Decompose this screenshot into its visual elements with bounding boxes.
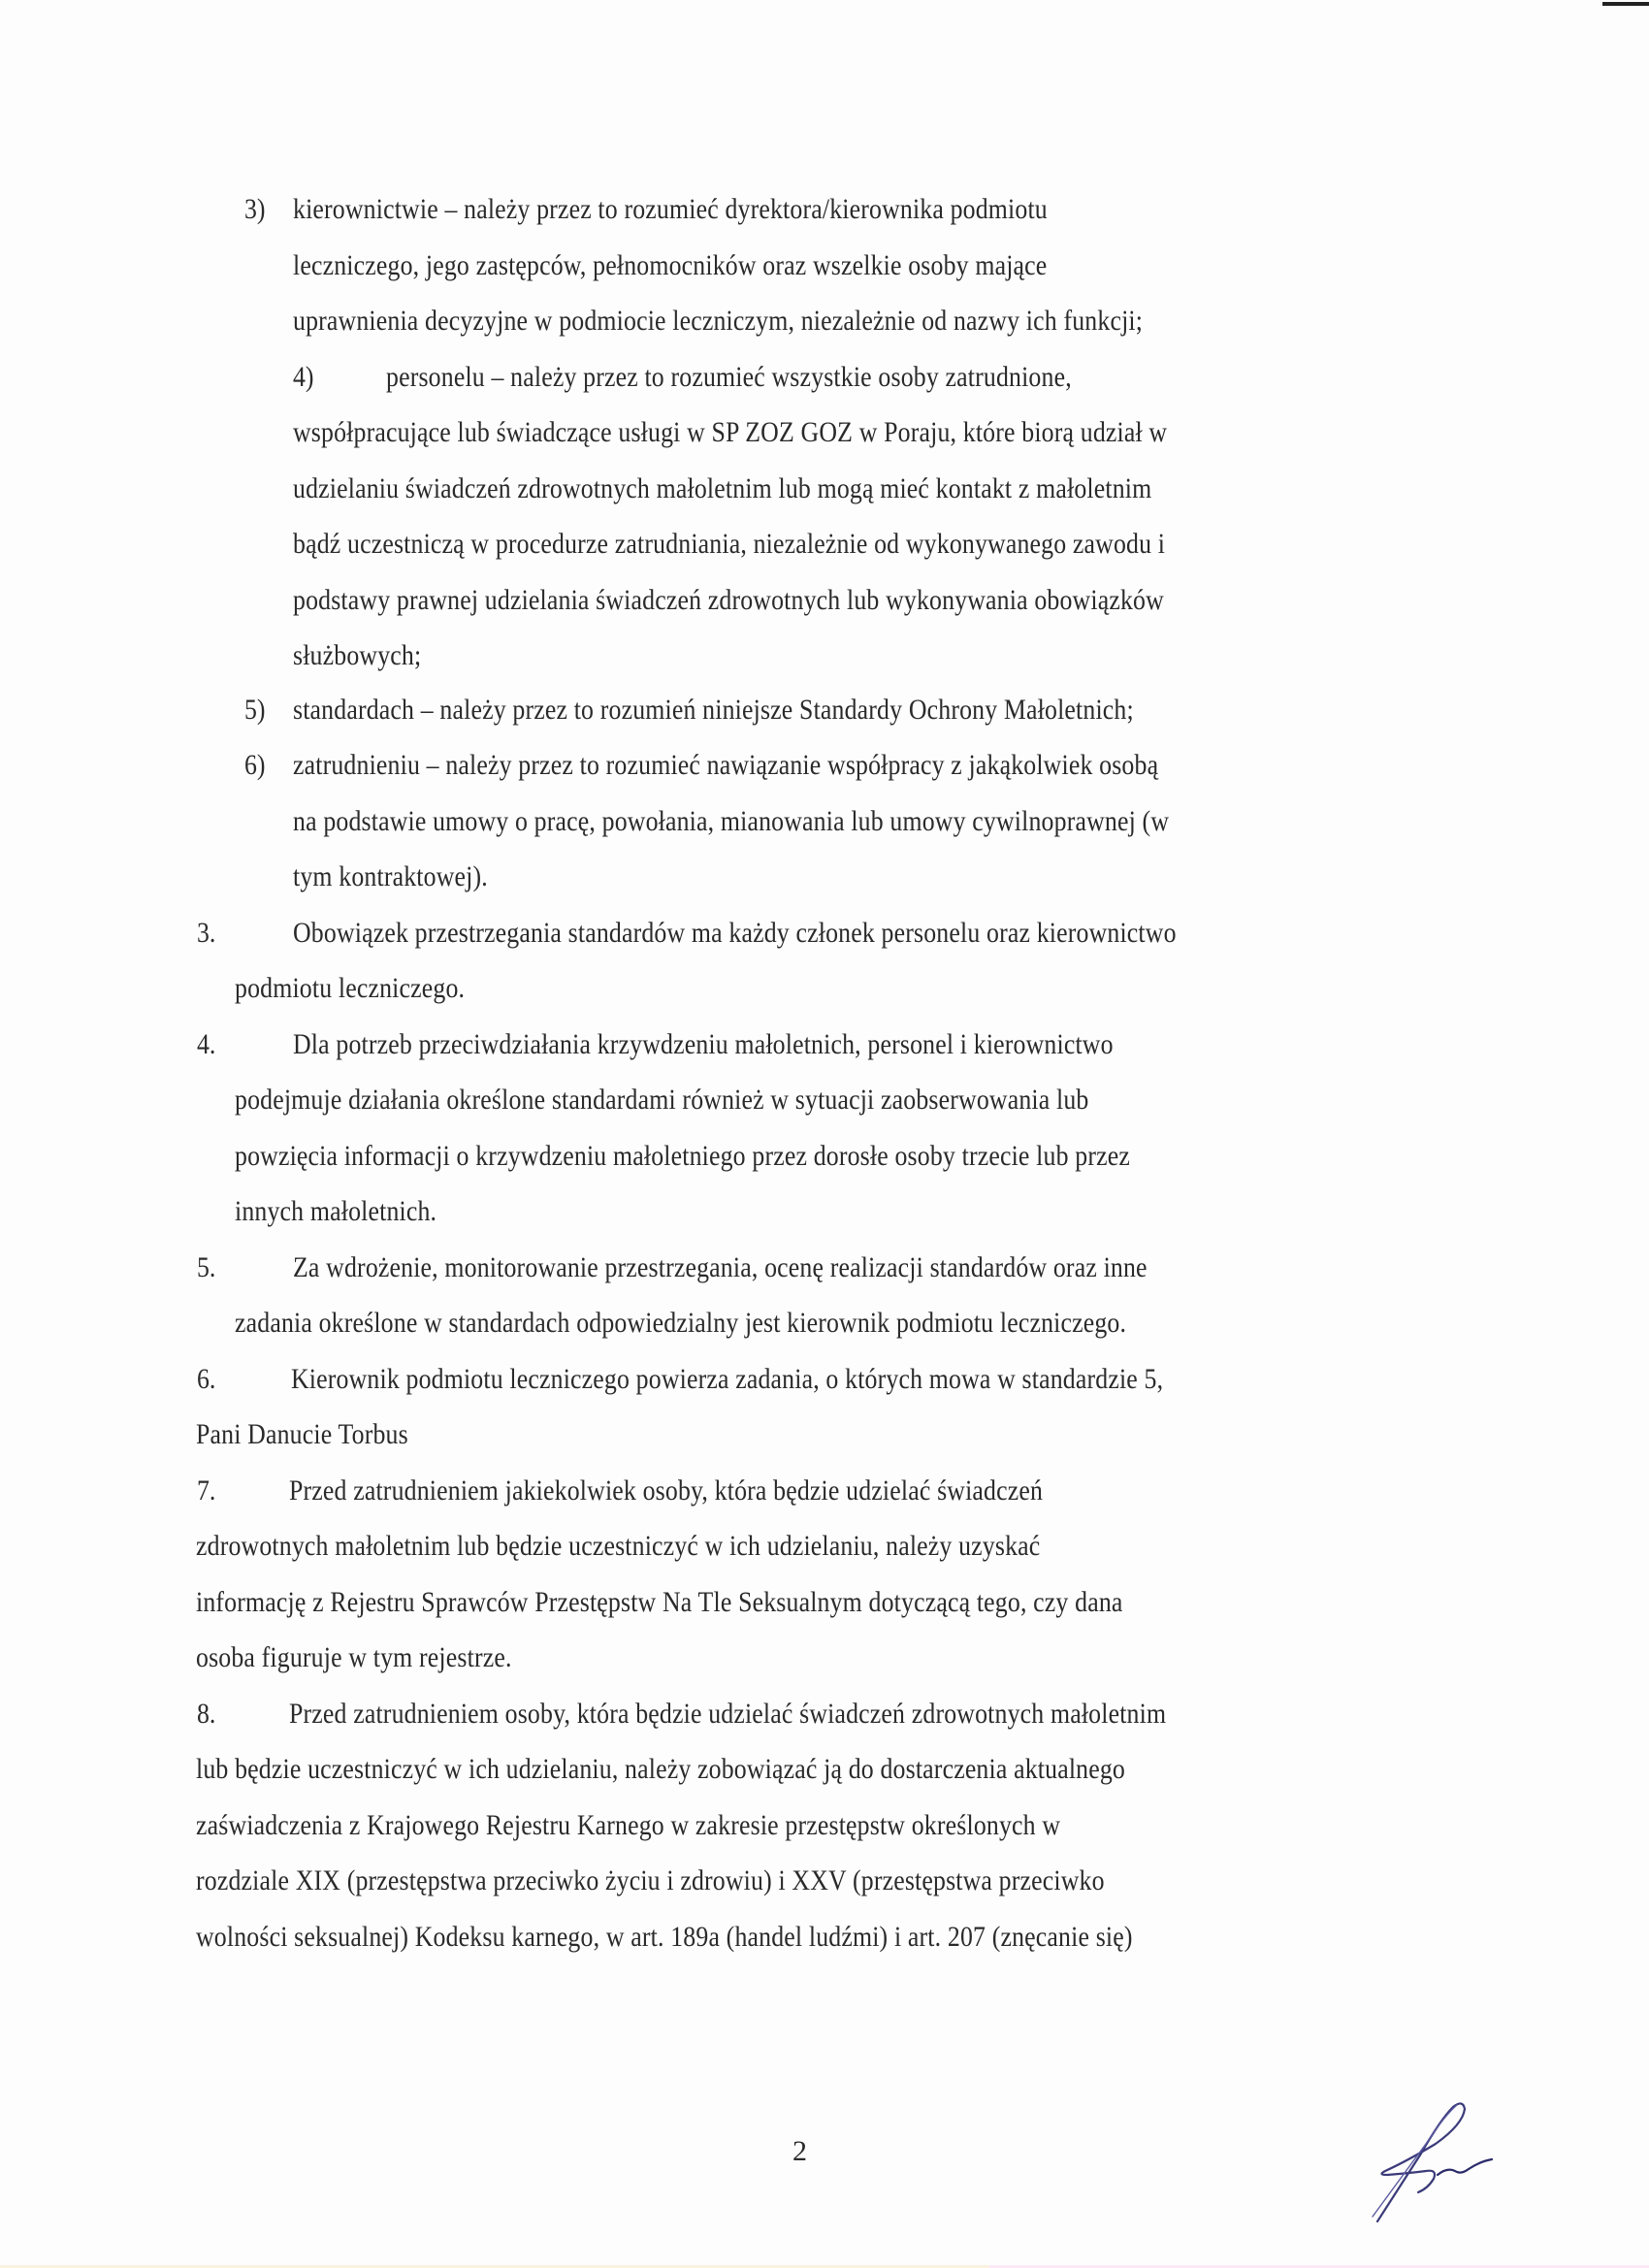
text-line: Przed zatrudnieniem jakiekolwiek osoby, która będzie udzielać świadczeń [289,1474,1044,1507]
text-line: Kierownik podmiotu leczniczego powierza zadania, o których mowa w standardzie 5, [291,1363,1164,1395]
item-label: 5) [244,694,266,726]
text-line: podstawy prawnej udzielania świadczeń zdrowotnych lub wykonywania obowiązków [293,584,1164,616]
text-line: Obowiązek przestrzegania standardów ma każdy członek personelu oraz kierownictwo [293,917,1177,949]
text-line: tym kontraktowej). [293,860,488,892]
text-line: zdrowotnych małoletnim lub będzie uczestniczyć w ich udzielaniu, należy uzyskać [196,1530,1041,1562]
text-line: kierownictwie – należy przez to rozumieć dyrektora/kierownika podmiotu [293,193,1048,225]
text-line: personelu – należy przez to rozumieć wszystkie osoby zatrudnione, [386,361,1072,393]
item-label: 4) [293,361,314,393]
item-label: 6. [197,1363,216,1395]
text-line: wolności seksualnej) Kodeksu karnego, w art. 189a (handel ludźmi) i art. 207 (znęcanie się) [196,1921,1133,1953]
item-label: 3) [244,193,266,225]
text-line: leczniczego, jego zastępców, pełnomocników oraz wszelkie osoby mające [293,249,1048,281]
text-line: uprawnienia decyzyjne w podmiocie leczniczym, niezależnie od nazwy ich funkcji; [293,305,1144,337]
text-line: rozdziale XIX (przestępstwa przeciwko życiu i zdrowiu) i XXV (przestępstwa przeciwko [196,1864,1105,1896]
signature-icon [1368,2095,1533,2226]
text-line: podejmuje działania określone standardami również w sytuacji zaobserwowania lub [235,1084,1089,1116]
text-line: podmiotu leczniczego. [235,972,466,1004]
text-line: Pani Danucie Torbus [196,1418,408,1450]
text-line: innych małoletnich. [235,1195,437,1227]
item-label: 5. [197,1251,216,1283]
text-line: osoba figuruje w tym rejestrze. [196,1641,512,1673]
text-line: współpracujące lub świadczące usługi w SP ZOZ GOZ w Poraju, które biorą udział w [293,416,1168,448]
item-label: 3. [197,917,216,949]
item-label: 8. [197,1698,216,1730]
text-line: Za wdrożenie, monitorowanie przestrzegania, ocenę realizacji standardów oraz inne [293,1251,1148,1283]
text-line: zatrudnieniu – należy przez to rozumieć nawiązanie współpracy z jakąkolwiek osobą [293,749,1159,781]
text-line: służbowych; [293,639,422,671]
text-line: powzięcia informacji o krzywdzeniu małoletniego przez dorosłe osoby trzecie lub przez [235,1140,1130,1172]
text-line: udzielaniu świadczeń zdrowotnych małoletnim lub mogą mieć kontakt z małoletnim [293,472,1152,504]
item-label: 4. [197,1028,216,1060]
text-line: bądź uczestniczą w procedurze zatrudniania, niezależnie od wykonywanego zawodu i [293,528,1166,560]
text-line: Przed zatrudnieniem osoby, która będzie udzielać świadczeń zdrowotnych małoletnim [289,1698,1167,1730]
text-line: standardach – należy przez to rozumień niniejsze Standardy Ochrony Małoletnich; [293,694,1134,726]
scan-edge-mark [1602,2,1649,6]
page-number: 2 [792,2135,807,2167]
text-line: informację z Rejestru Sprawców Przestępstw Na Tle Seksualnym dotyczącą tego, czy dana [196,1586,1123,1618]
text-line: na podstawie umowy o pracę, powołania, mianowania lub umowy cywilnoprawnej (w [293,805,1170,837]
text-line: zaświadczenia z Krajowego Rejestru Karnego w zakresie przestępstw określonych w [196,1809,1061,1841]
item-label: 6) [244,749,266,781]
text-line: zadania określone w standardach odpowiedzialny jest kierownik podmiotu leczniczego. [235,1307,1127,1339]
item-label: 7. [197,1474,216,1507]
text-line: Dla potrzeb przeciwdziałania krzywdzeniu małoletnich, personel i kierownictwo [293,1028,1114,1060]
text-line: lub będzie uczestniczyć w ich udzielaniu, należy zobowiązać ją do dostarczenia aktualnego [196,1753,1126,1785]
